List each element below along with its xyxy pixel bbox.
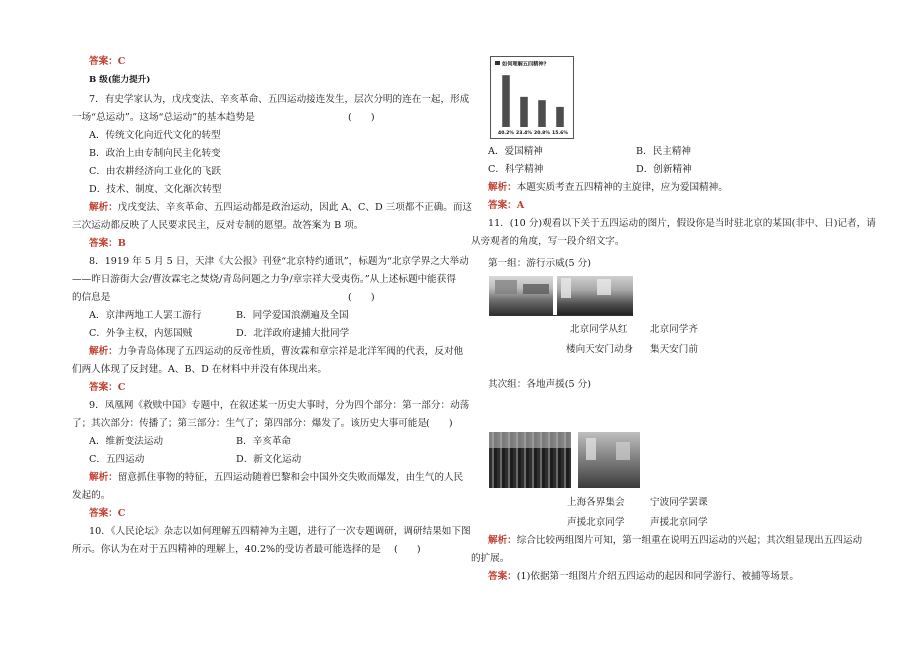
q8-explanation-2: 们两人体现了反封建。A、B、D 在材料中并没有体现出来。: [72, 364, 327, 375]
q7-option-d: D．技术、制度、文化渐次转型: [89, 184, 222, 195]
q11-explanation-1: [488, 534, 862, 547]
explanation-text: 本题实质考查五四精神的主旋律，应为爱国精神。: [516, 182, 728, 193]
caption-3a: 上海各界集会: [567, 497, 625, 508]
bar-D: [556, 107, 564, 127]
q10-option-b: B．民主精神: [636, 146, 692, 157]
bar-value-label: 40.2%: [498, 131, 514, 136]
answer-9: 答案：C: [89, 508, 126, 519]
caption-2a: 北京同学齐: [650, 324, 698, 335]
q10-stem-2: 所示。你认为在对于五四精神的理解上，40.2%的受访者最可能选择的是: [72, 544, 381, 555]
group1-heading: 第一组：游行示威(5 分): [488, 258, 591, 269]
q9-stem-1: 9．凤凰网《救赎中国》专题中，在叙述某一历史大事时，分为四个部分：第一部分：动荡: [89, 400, 470, 411]
bar-value-label: 20.8%: [534, 131, 550, 136]
q8-option-b: B．同学爱国浪潮遍及全国: [236, 310, 349, 321]
q7-explanation-2: 三次运动都反映了人民要求民主，反对专制的愿望。故答案为 B 项。: [72, 220, 364, 231]
chart-svg: [491, 57, 573, 138]
q7-stem-1: 7．有史学家认为，戊戌变法、辛亥革命、五四运动接连发生，层次分明的连在一起，形成: [89, 94, 470, 105]
explanation-label: 解析：: [488, 182, 517, 193]
caption-4a: 宁波同学罢课: [650, 497, 708, 508]
q11-explanation-2: 的扩展。: [471, 553, 510, 564]
answer-text: (1)依据第一组图片介绍五四运动的起因和同学游行、被捕等场景。: [516, 571, 799, 582]
q7-option-c: C．由农耕经济向工业化的飞跃: [89, 166, 222, 177]
q8-stem-3: 的信息是: [72, 292, 111, 303]
caption-2b: 集天安门前: [650, 344, 698, 355]
explanation-label: 解析：: [89, 346, 118, 357]
caption-3b: 声援北京同学: [567, 517, 625, 528]
photo-students-leaving-red-building: [489, 276, 553, 316]
answer-8: 答案：C: [89, 382, 126, 393]
q10-option-c: C．科学精神: [488, 164, 544, 175]
explanation-label: 解析：: [89, 472, 118, 483]
bar-C: [538, 100, 546, 127]
bar-value-label: 15.6%: [552, 131, 568, 136]
legend-swatch: [495, 61, 500, 65]
survey-bar-chart: [490, 56, 574, 139]
answer-6: 答案：C: [89, 56, 126, 67]
q8-option-a: A．京津两地工人罢工游行: [89, 310, 202, 321]
q10-explanation: [488, 181, 728, 194]
q10-option-d: D．创新精神: [636, 164, 692, 175]
q9-stem-2: 了；其次部分：传播了；第三部分：生气了；第四部分：爆发了。该历史大事可能是: [72, 418, 427, 429]
q9-option-a: A．维新变法运动: [89, 436, 164, 447]
q9-explanation-1: [89, 471, 463, 484]
explanation-label: 解析：: [488, 535, 517, 546]
q9-explanation-2: 发起的。: [72, 490, 111, 501]
caption-1a: 北京同学从红: [570, 324, 628, 335]
q9-option-c: C．五四运动: [89, 454, 145, 465]
q9-option-d: D．新文化运动: [236, 454, 302, 465]
bar-value-label: 23.4%: [516, 131, 532, 136]
q8-explanation-1: [89, 345, 463, 358]
answer-11: [488, 570, 799, 583]
section-heading-b: B 级(能力提升): [89, 75, 151, 85]
answer-7: 答案：B: [89, 238, 126, 249]
explanation-text: 留意抓住事物的特征，五四运动随着巴黎和会中国外交失败而爆发，由生气的人民: [117, 472, 464, 483]
q11-stem-1: 11．(10 分)观看以下关于五四运动的图片，假设你是当时驻北京的某国(非中、日)记者，请: [488, 218, 876, 229]
photo-baseline: [489, 315, 633, 316]
chart-title: 如何理解五四精神?: [502, 61, 547, 68]
q7-explanation-1: [89, 201, 472, 214]
answer-10: 答案：A: [488, 200, 525, 211]
photo-students-tiananmen: [557, 276, 633, 316]
q11-stem-2: 从旁观者的角度，写一段介绍文字。: [471, 236, 625, 247]
caption-4b: 声援北京同学: [650, 517, 708, 528]
explanation-label: 解析：: [89, 202, 118, 213]
q7-stem-2: 一场“总运动”。这场“总运动”的基本趋势是: [72, 112, 255, 123]
q7-option-b: B．政治上由专制向民主化转变: [89, 148, 221, 159]
bar-A: [502, 75, 510, 127]
q8-stem-1: 8．1919 年 5 月 5 日，天津《大公报》刊登“北京特约通讯”，标题为“北京学界之大举动: [89, 256, 469, 267]
caption-1b: 楼向天安门动身: [566, 344, 634, 355]
photo-ningbo-strike: [578, 432, 640, 488]
q9-paren: ( ): [426, 418, 453, 429]
explanation-text: 戊戌变法、辛亥革命、五四运动都是政治运动，因此 A、C、D 三项都不正确。而这: [117, 202, 473, 213]
group2-heading: 其次组：各地声援(5 分): [488, 379, 591, 390]
explanation-text: 综合比较两组图片可知，第一组重在说明五四运动的兴起；其次组显现出五四运动: [516, 535, 863, 546]
q10-stem-1: 10．《人民论坛》杂志以如何理解五四精神为主题，进行了一次专题调研，调研结果如下图: [89, 526, 471, 537]
bar-B: [520, 97, 528, 127]
photo-shanghai-rally: [489, 432, 571, 488]
q10-option-a: A．爱国精神: [488, 146, 543, 157]
answer-label: 答案：: [488, 571, 517, 582]
q7-paren: ( ): [348, 112, 375, 123]
q9-option-b: B．辛亥革命: [236, 436, 292, 447]
q7-option-a: A．传统文化向近代文化的转型: [89, 130, 221, 141]
explanation-text: 力争青岛体现了五四运动的反帝性质，曹汝霖和章宗祥是北洋军阀的代表，反对他: [117, 346, 464, 357]
q8-stem-2: ——昨日游街大会/曹汝霖宅之焚烧/青岛问题之力争/章宗祥大受夷伤。”从上述标题中能获得: [72, 274, 456, 285]
q8-option-c: C．外争主权，内惩国贼: [89, 328, 193, 339]
q8-paren: ( ): [348, 292, 375, 303]
q8-option-d: D．北洋政府逮捕大批同学: [236, 328, 350, 339]
q10-paren: ( ): [394, 544, 421, 555]
